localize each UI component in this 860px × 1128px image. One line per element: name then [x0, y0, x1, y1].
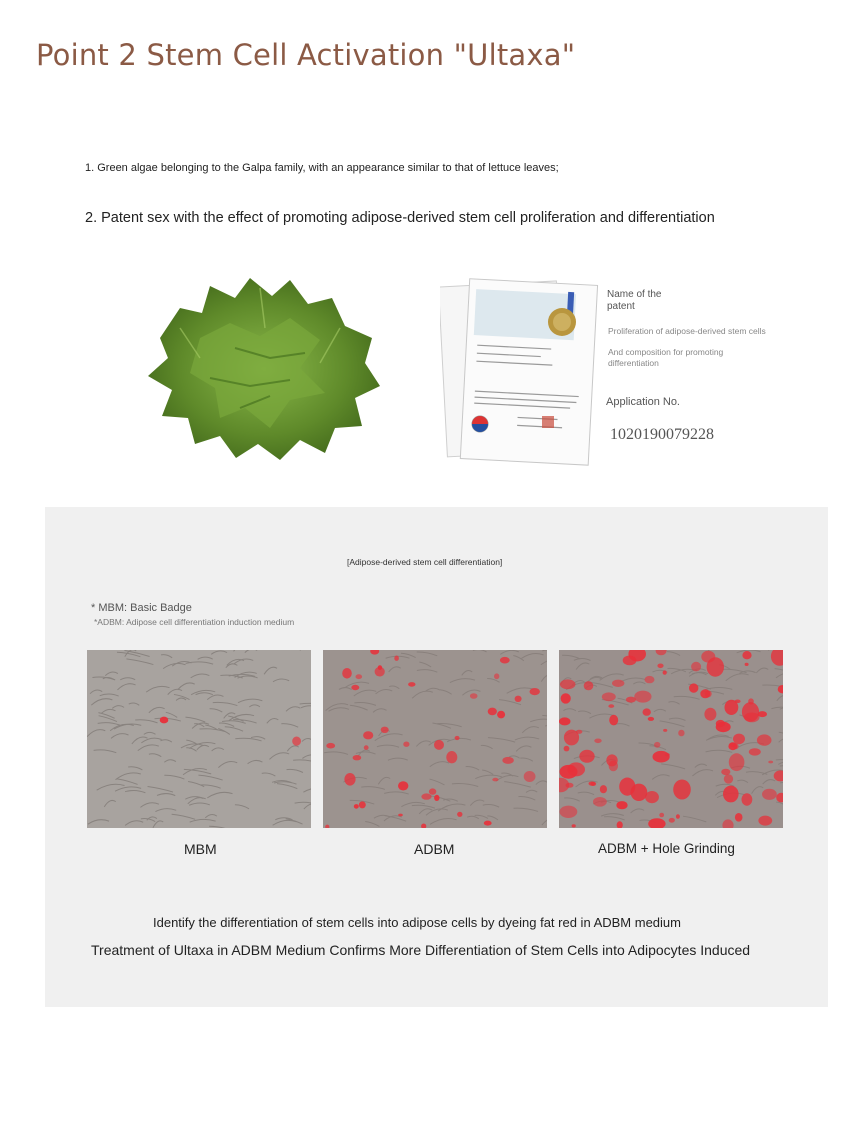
stain-spot: [375, 667, 385, 677]
stain-spot: [745, 663, 749, 666]
stain-spot: [353, 755, 362, 760]
stain-spot: [758, 816, 772, 826]
stain-spot: [421, 793, 431, 799]
point-one-text: 1. Green algae belonging to the Galpa family, with an appearance similar to that of lettuce leaves;: [85, 162, 559, 174]
stain-spot: [429, 788, 436, 794]
stain-spot: [634, 691, 651, 703]
stain-spot: [530, 688, 540, 695]
stain-spot: [612, 680, 624, 687]
micrograph-adbm: [323, 650, 547, 828]
stain-spot: [342, 668, 352, 679]
stain-spot: [757, 734, 772, 745]
stain-spot: [678, 730, 684, 737]
patent-name-value-2: And composition for promoting differentiation: [608, 347, 724, 368]
stain-spot: [408, 682, 415, 687]
stain-spot: [721, 769, 730, 775]
stain-spot: [733, 734, 745, 745]
stain-spot: [434, 795, 439, 801]
stain-spot: [742, 793, 753, 805]
stain-spot: [600, 785, 607, 793]
experiment-caption: [Adipose-derived stem cell differentiation]: [347, 557, 503, 567]
patent-certificate-image: [440, 276, 600, 466]
stain-spot: [455, 736, 460, 740]
stain-spot: [470, 693, 478, 699]
stain-spot: [354, 804, 359, 809]
stain-spot: [579, 750, 594, 763]
stain-spot: [584, 681, 594, 690]
stain-spot: [398, 781, 408, 790]
stain-spot: [608, 704, 614, 708]
stain-spot: [569, 765, 575, 772]
point-two-text: 2. Patent sex with the effect of promoting adipose-derived stem cell proliferation and differentiation: [85, 210, 715, 226]
stain-spot: [705, 690, 712, 697]
stain-spot: [654, 742, 660, 748]
stain-spot: [657, 664, 663, 669]
stain-spot: [729, 753, 745, 771]
stain-spot: [716, 720, 725, 727]
stain-spot: [691, 662, 701, 672]
experiment-description-2: Treatment of Ultaxa in ADBM Medium Confirms More Differentiation of Stem Cells into Adipocytes Induced: [91, 942, 751, 958]
stain-spot: [524, 771, 536, 782]
stain-spot: [564, 730, 579, 746]
stain-spot: [669, 818, 675, 823]
stain-spot: [645, 791, 659, 803]
application-number-label: Application No.: [606, 396, 680, 408]
micrograph-mbm: [87, 650, 311, 828]
stain-spot: [653, 751, 670, 763]
stain-spot: [364, 745, 369, 750]
stain-spot: [356, 674, 363, 679]
stain-spot: [616, 801, 627, 809]
stain-spot: [676, 814, 680, 819]
stain-spot: [559, 717, 571, 725]
stain-spot: [492, 778, 498, 782]
stain-spot: [602, 692, 616, 701]
stain-spot: [381, 727, 389, 733]
stain-spot: [564, 746, 570, 752]
patent-name-value-1: Proliferation of adipose-derived stem cells: [608, 326, 766, 336]
stain-spot: [701, 651, 715, 663]
stain-spot: [572, 824, 576, 827]
stain-spot: [566, 783, 574, 788]
stain-spot: [749, 748, 761, 755]
stain-spot: [724, 774, 733, 783]
stain-spot: [631, 784, 648, 801]
stain-spot: [742, 651, 751, 659]
micrograph-adbm-hole-grinding: [559, 650, 783, 828]
adbm-note: *ADBM: Adipose cell differentiation induction medium: [94, 617, 295, 627]
stain-spot: [488, 708, 497, 716]
stain-spot: [359, 801, 366, 808]
stain-spot: [606, 754, 617, 766]
stain-spot: [594, 739, 601, 744]
stain-spot: [394, 656, 399, 661]
stain-spot: [403, 742, 409, 747]
stain-spot: [500, 657, 510, 664]
stain-spot: [398, 814, 403, 817]
stain-spot: [560, 679, 576, 689]
stain-spot: [292, 737, 301, 746]
stain-spot: [735, 813, 743, 822]
stain-spot: [659, 813, 664, 818]
stain-spot: [609, 715, 618, 726]
label-adbm-hole-grinding: ADBM + Hole Grinding: [598, 841, 735, 856]
stain-spot: [497, 711, 505, 719]
stain-spot: [561, 693, 571, 703]
stain-spot: [589, 782, 596, 786]
application-number-value: 1020190079228: [610, 426, 714, 443]
stain-spot: [626, 697, 636, 703]
stain-spot: [457, 812, 462, 817]
stain-spot: [502, 757, 513, 764]
stain-spot: [351, 685, 359, 690]
stain-spot: [494, 673, 499, 679]
stain-spot: [160, 717, 169, 724]
stain-spot: [326, 743, 335, 749]
green-algae-image: [140, 268, 390, 468]
stain-spot: [446, 751, 457, 763]
patent-name-label: Name of the patent: [607, 289, 662, 312]
stain-spot: [515, 696, 522, 702]
stain-spot: [768, 761, 773, 764]
stain-spot: [663, 729, 667, 732]
stain-spot: [723, 786, 739, 803]
label-adbm: ADBM: [414, 841, 455, 857]
stain-spot: [593, 797, 607, 807]
label-mbm: MBM: [184, 841, 217, 857]
stain-spot: [663, 670, 667, 674]
page-title: Point 2 Stem Cell Activation "Ultaxa": [36, 38, 576, 72]
mbm-note: * MBM: Basic Badge: [91, 602, 192, 614]
stain-spot: [673, 780, 691, 800]
stain-spot: [344, 773, 355, 786]
stain-spot: [728, 742, 737, 750]
stain-spot: [689, 683, 698, 692]
stain-spot: [704, 708, 716, 721]
stain-spot: [648, 717, 654, 721]
stain-spot: [363, 731, 373, 739]
stain-spot: [560, 806, 578, 818]
experiment-description-1: Identify the differentiation of stem cells into adipose cells by dyeing fat red in ADBM medium: [153, 915, 681, 930]
stain-spot: [762, 789, 777, 800]
stain-spot: [645, 676, 655, 683]
stain-spot: [735, 700, 741, 704]
stain-spot: [484, 821, 492, 826]
stain-spot: [434, 740, 444, 750]
stain-spot: [560, 765, 578, 779]
stain-spot: [744, 713, 759, 723]
stain-spot: [643, 708, 651, 715]
